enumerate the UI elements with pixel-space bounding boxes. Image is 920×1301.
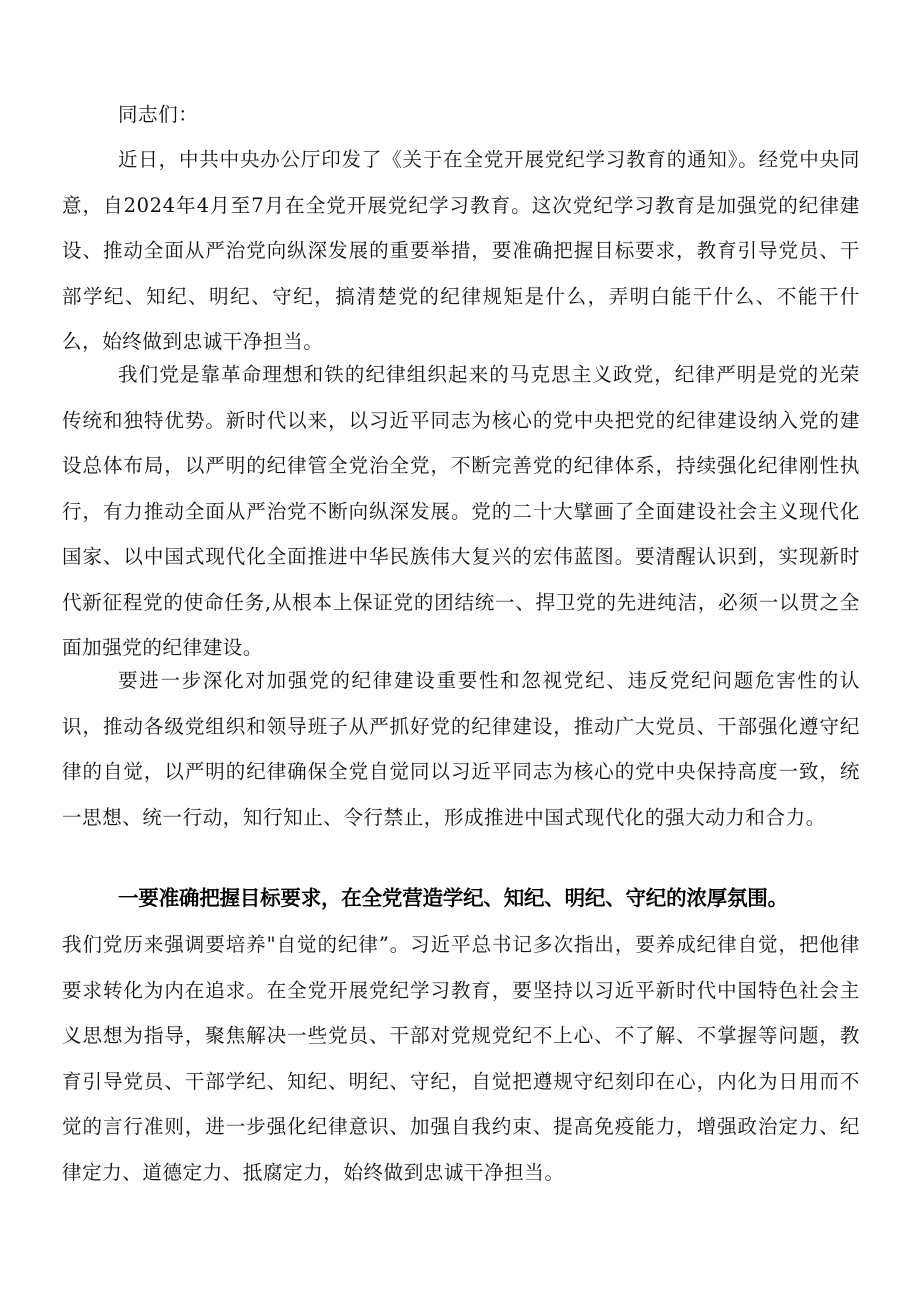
body-paragraph-3: 要进一步深化对加强党的纪律建设重要性和忽视党纪、违反党纪问题危害性的认识，推动各级党组织和领导班子从严抓好党的纪律建设，推动广大党员、干部强化遵守纪律的自觉，以严明的纪律确保全党自觉同以习近平同志为核心的党中央保持高度一致，统一思想、统一行动，知行知止、令行禁止，形成推进中国式现代化的强大动力和合力。 [62,669,860,829]
body-paragraph-1: 近日，中共中央办公厅印发了《关于在全党开展党纪学习教育的通知》。经党中央同意，自2024年4月至7月在全党开展党纪学习教育。这次党纪学习教育是加强党的纪律建设、推动全面从严治党向纵深发展的重要举措，要准确把握目标要求，教育引导党员、干部学纪、知纪、明纪、守纪，搞清楚党的纪律规矩是什么，弄明白能干什么、不能干什么，始终做到忠诚干净担当。 [62,148,860,353]
salutation: 同志们： [118,103,199,126]
body-paragraph-2: 我们党是靠革命理想和铁的纪律组织起来的马克思主义政党，纪律严明是党的光荣传统和独特优势。新时代以来，以习近平同志为核心的党中央把党的纪律建设纳入党的建设总体布局，以严明的纪律管全党治全党，不断完善党的纪律体系，持续强化纪律刚性执行，有力推动全面从严治党不断向纵深发展。党的二十大擘画了全面建设社会主义现代化国家、以中国式现代化全面推进中华民族伟大复兴的宏伟蓝图。要清醒认识到，实现新时代新征程党的使命任务,从根本上保证党的团结统一、捍卫党的先进纯洁，必须一以贯之全面加强党的纪律建设。 [62,363,860,659]
section-paragraph: 我们党历来强调要培养"自觉的纪律”。习近平总书记多次指出，要养成纪律自觉，把他律要求转化为内在追求。在全党开展党纪学习教育，要坚持以习近平新时代中国特色社会主义思想为指导，聚焦解决一些党员、干部对党规党纪不上心、不了解、不掌握等问题，教育引导党员、干部学纪、知纪、明纪、守纪，自觉把遵规守纪刻印在心，内化为日用而不觉的言行准则，进一步强化纪律意识、加强自我约束、提高免疫能力，增强政治定力、纪律定力、道德定力、抵腐定力，始终做到忠诚干净担当。 [62,933,860,1184]
section-heading: 一要准确把握目标要求，在全党营造学纪、知纪、明纪、守纪的浓厚氛围。 [118,886,788,910]
